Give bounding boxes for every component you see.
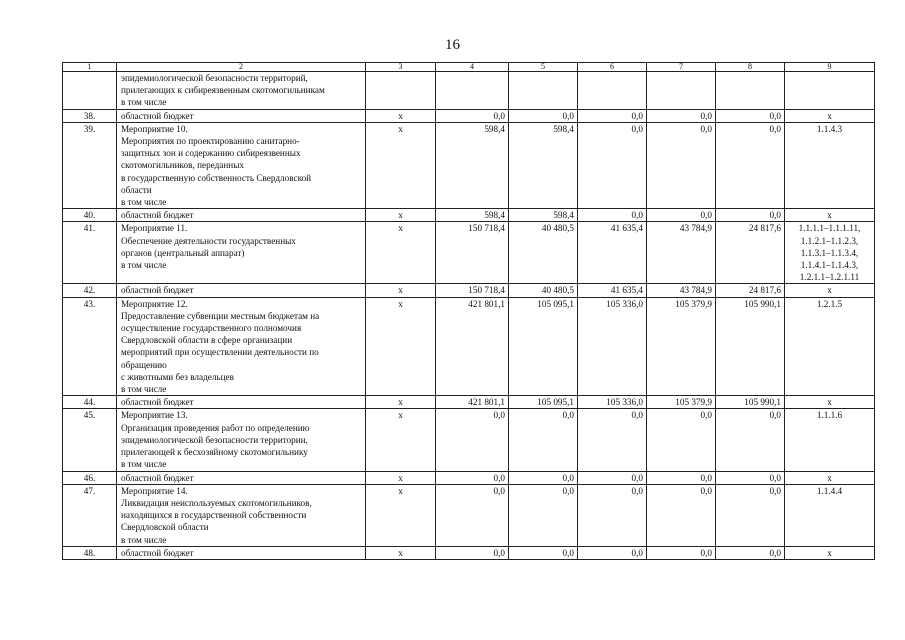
cell-col-5 (509, 72, 578, 110)
cell-col-4: 421 801,1 (436, 297, 509, 396)
description-line: областной бюджет (121, 547, 194, 558)
row-description (117, 471, 366, 484)
target-ref: х (827, 472, 832, 483)
target-ref: 1.2.1.5 (816, 298, 843, 309)
description-line: Предоставление субвенции местным бюджетам на (121, 310, 320, 321)
target-ref: х (827, 110, 832, 121)
description-line: Мероприятие 11. (121, 223, 188, 234)
table-row (63, 72, 875, 110)
description-line: в государственную собственность Свердловской (121, 172, 312, 183)
cell-col-3: х (366, 546, 436, 559)
cell-col-8: 105 990,1 (716, 297, 785, 396)
target-ref: 1.1.2.1–1.1.2.3, (800, 235, 859, 246)
target-indicator-refs (785, 409, 875, 471)
column-header-9: 9 (785, 63, 875, 72)
target-indicator-refs (785, 546, 875, 559)
description-line: эпидемиологической безопасности территории, (121, 434, 308, 445)
cell-col-5: 40 480,5 (509, 222, 578, 284)
cell-col-4: 598,4 (436, 122, 509, 208)
cell-col-5: 598,4 (509, 122, 578, 208)
cell-col-6: 41 635,4 (578, 284, 647, 297)
column-header-7: 7 (647, 63, 716, 72)
cell-col-4: 150 718,4 (436, 222, 509, 284)
description-line: органов (центральный аппарат) (121, 247, 245, 258)
row-number: 48. (63, 546, 117, 559)
cell-col-6 (578, 72, 647, 110)
cell-col-6: 0,0 (578, 484, 647, 546)
table-row (63, 484, 875, 546)
target-ref: 1.2.1.1–1.2.1.11 (799, 272, 860, 283)
cell-col-7: 0,0 (647, 109, 716, 122)
description-line: Свердловской области в сфере организации (121, 335, 293, 346)
description-line: Мероприятие 14. (121, 485, 188, 496)
cell-col-6: 0,0 (578, 122, 647, 208)
target-ref: 1.1.1.1–1.1.1.11, (798, 223, 861, 234)
table-row (63, 209, 875, 222)
cell-col-6: 0,0 (578, 471, 647, 484)
description-line: эпидемиологической безопасности территорий, (121, 73, 308, 83)
cell-col-5: 105 095,1 (509, 297, 578, 396)
cell-col-3: х (366, 122, 436, 208)
column-header-3: 3 (366, 63, 436, 72)
target-ref: х (827, 397, 832, 408)
cell-col-7: 0,0 (647, 209, 716, 222)
cell-col-5: 0,0 (509, 484, 578, 546)
description-line: в том числе (121, 534, 167, 545)
cell-col-8: 0,0 (716, 209, 785, 222)
cell-col-8: 0,0 (716, 546, 785, 559)
description-line: в том числе (121, 97, 167, 108)
description-line: прилегающих к сибиреязвенным скотомогильникам (121, 85, 325, 96)
target-indicator-refs (785, 72, 875, 110)
description-line: скотомогильников, переданных (121, 160, 244, 171)
table-row (63, 409, 875, 471)
cell-col-6: 0,0 (578, 209, 647, 222)
cell-col-3: х (366, 409, 436, 471)
table-row (63, 122, 875, 208)
column-header-6: 6 (578, 63, 647, 72)
description-line: обращению (121, 359, 167, 370)
description-line: областной бюджет (121, 397, 194, 408)
budget-table (62, 62, 875, 560)
target-ref: х (827, 210, 832, 221)
row-description (117, 72, 366, 110)
column-header-8: 8 (716, 63, 785, 72)
cell-col-6: 0,0 (578, 409, 647, 471)
cell-col-4: 0,0 (436, 471, 509, 484)
row-number: 41. (63, 222, 117, 284)
cell-col-4: 0,0 (436, 109, 509, 122)
target-ref: 1.1.1.6 (816, 410, 843, 421)
cell-col-5: 105 095,1 (509, 396, 578, 409)
description-line: Свердловской области (121, 522, 209, 533)
column-header-2: 2 (117, 63, 366, 72)
cell-col-6: 41 635,4 (578, 222, 647, 284)
row-description (117, 546, 366, 559)
description-line: прилегающей к бесхозяйному скотомогильнику (121, 447, 308, 458)
table-row (63, 297, 875, 396)
cell-col-8: 0,0 (716, 484, 785, 546)
row-description (117, 109, 366, 122)
cell-col-3: х (366, 396, 436, 409)
target-indicator-refs (785, 222, 875, 284)
description-line: области (121, 184, 152, 195)
table-row (63, 546, 875, 559)
cell-col-5: 0,0 (509, 471, 578, 484)
cell-col-4: 421 801,1 (436, 396, 509, 409)
cell-col-5: 0,0 (509, 409, 578, 471)
description-line: защитных зон и содержанию сибиреязвенных (121, 148, 301, 159)
description-line: областной бюджет (121, 285, 194, 296)
row-number: 44. (63, 396, 117, 409)
row-description (117, 209, 366, 222)
cell-col-5: 0,0 (509, 546, 578, 559)
cell-col-7: 0,0 (647, 122, 716, 208)
target-indicator-refs (785, 396, 875, 409)
target-indicator-refs (785, 471, 875, 484)
cell-col-8: 0,0 (716, 409, 785, 471)
description-line: областной бюджет (121, 110, 194, 121)
row-description (117, 222, 366, 284)
description-line: в том числе (121, 384, 167, 395)
row-number: 40. (63, 209, 117, 222)
cell-col-6: 105 336,0 (578, 297, 647, 396)
description-line: с животными без владельцев (121, 371, 234, 382)
cell-col-8: 0,0 (716, 122, 785, 208)
row-description (117, 409, 366, 471)
cell-col-7: 43 784,9 (647, 284, 716, 297)
cell-col-3: х (366, 297, 436, 396)
target-ref: 1.1.4.1–1.1.4.3, (800, 260, 859, 271)
description-line: мероприятий при осуществлении деятельности по (121, 347, 319, 358)
column-header-5: 5 (509, 63, 578, 72)
description-line: Мероприятие 13. (121, 410, 188, 421)
cell-col-6: 0,0 (578, 546, 647, 559)
column-header-4: 4 (436, 63, 509, 72)
description-line: Мероприятие 12. (121, 298, 188, 309)
cell-col-7: 43 784,9 (647, 222, 716, 284)
cell-col-8: 24 817,6 (716, 284, 785, 297)
description-line: Обеспечение деятельности государственных (121, 235, 296, 246)
header-row (63, 63, 875, 72)
cell-col-7 (647, 72, 716, 110)
description-line: Организация проведения работ по определению (121, 422, 310, 433)
cell-col-4: 598,4 (436, 209, 509, 222)
row-description (117, 396, 366, 409)
target-ref: х (827, 285, 832, 296)
target-indicator-refs (785, 297, 875, 396)
table-row (63, 284, 875, 297)
cell-col-3: х (366, 109, 436, 122)
cell-col-7: 105 379,9 (647, 396, 716, 409)
cell-col-4: 150 718,4 (436, 284, 509, 297)
description-line: осуществление государственного полномочия (121, 323, 302, 334)
target-indicator-refs (785, 122, 875, 208)
row-number: 45. (63, 409, 117, 471)
column-header-1: 1 (63, 63, 117, 72)
cell-col-5: 40 480,5 (509, 284, 578, 297)
row-number: 43. (63, 297, 117, 396)
cell-col-3 (366, 72, 436, 110)
cell-col-8 (716, 72, 785, 110)
description-line: в том числе (121, 260, 167, 271)
cell-col-4: 0,0 (436, 409, 509, 471)
page-number: 16 (445, 37, 460, 53)
row-number: 46. (63, 471, 117, 484)
cell-col-6: 0,0 (578, 109, 647, 122)
cell-col-8: 0,0 (716, 471, 785, 484)
table-row (63, 222, 875, 284)
cell-col-3: х (366, 209, 436, 222)
cell-col-5: 598,4 (509, 209, 578, 222)
target-indicator-refs (785, 209, 875, 222)
cell-col-7: 0,0 (647, 409, 716, 471)
row-number: 38. (63, 109, 117, 122)
description-line: областной бюджет (121, 472, 194, 483)
description-line: областной бюджет (121, 210, 194, 221)
cell-col-8: 105 990,1 (716, 396, 785, 409)
row-description (117, 484, 366, 546)
target-ref: 1.1.4.3 (816, 123, 843, 134)
row-number: 42. (63, 284, 117, 297)
row-number (63, 72, 117, 110)
table-row (63, 471, 875, 484)
cell-col-4: 0,0 (436, 546, 509, 559)
table-body (63, 72, 875, 560)
cell-col-5: 0,0 (509, 109, 578, 122)
cell-col-8: 0,0 (716, 109, 785, 122)
description-line: в том числе (121, 459, 167, 470)
cell-col-3: х (366, 222, 436, 284)
row-description (117, 297, 366, 396)
table-row (63, 396, 875, 409)
cell-col-7: 105 379,9 (647, 297, 716, 396)
description-line: Мероприятие 10. (121, 123, 188, 134)
description-line: Ликвидация неиспользуемых скотомогильников, (121, 497, 312, 508)
cell-col-3: х (366, 284, 436, 297)
cell-col-4: 0,0 (436, 484, 509, 546)
target-ref: х (827, 547, 832, 558)
cell-col-3: х (366, 471, 436, 484)
cell-col-7: 0,0 (647, 484, 716, 546)
cell-col-6: 105 336,0 (578, 396, 647, 409)
cell-col-3: х (366, 484, 436, 546)
row-number: 47. (63, 484, 117, 546)
target-ref: 1.1.4.4 (816, 485, 843, 496)
cell-col-7: 0,0 (647, 471, 716, 484)
cell-col-7: 0,0 (647, 546, 716, 559)
row-number: 39. (63, 122, 117, 208)
cell-col-4 (436, 72, 509, 110)
cell-col-8: 24 817,6 (716, 222, 785, 284)
description-line: в том числе (121, 197, 167, 208)
row-description (117, 284, 366, 297)
table-row (63, 109, 875, 122)
row-description (117, 122, 366, 208)
target-indicator-refs (785, 284, 875, 297)
target-ref: 1.1.3.1–1.1.3.4, (800, 247, 859, 258)
target-indicator-refs (785, 484, 875, 546)
target-indicator-refs (785, 109, 875, 122)
description-line: Мероприятия по проектированию санитарно- (121, 136, 300, 147)
description-line: находящихся в государственной собственности (121, 510, 307, 521)
